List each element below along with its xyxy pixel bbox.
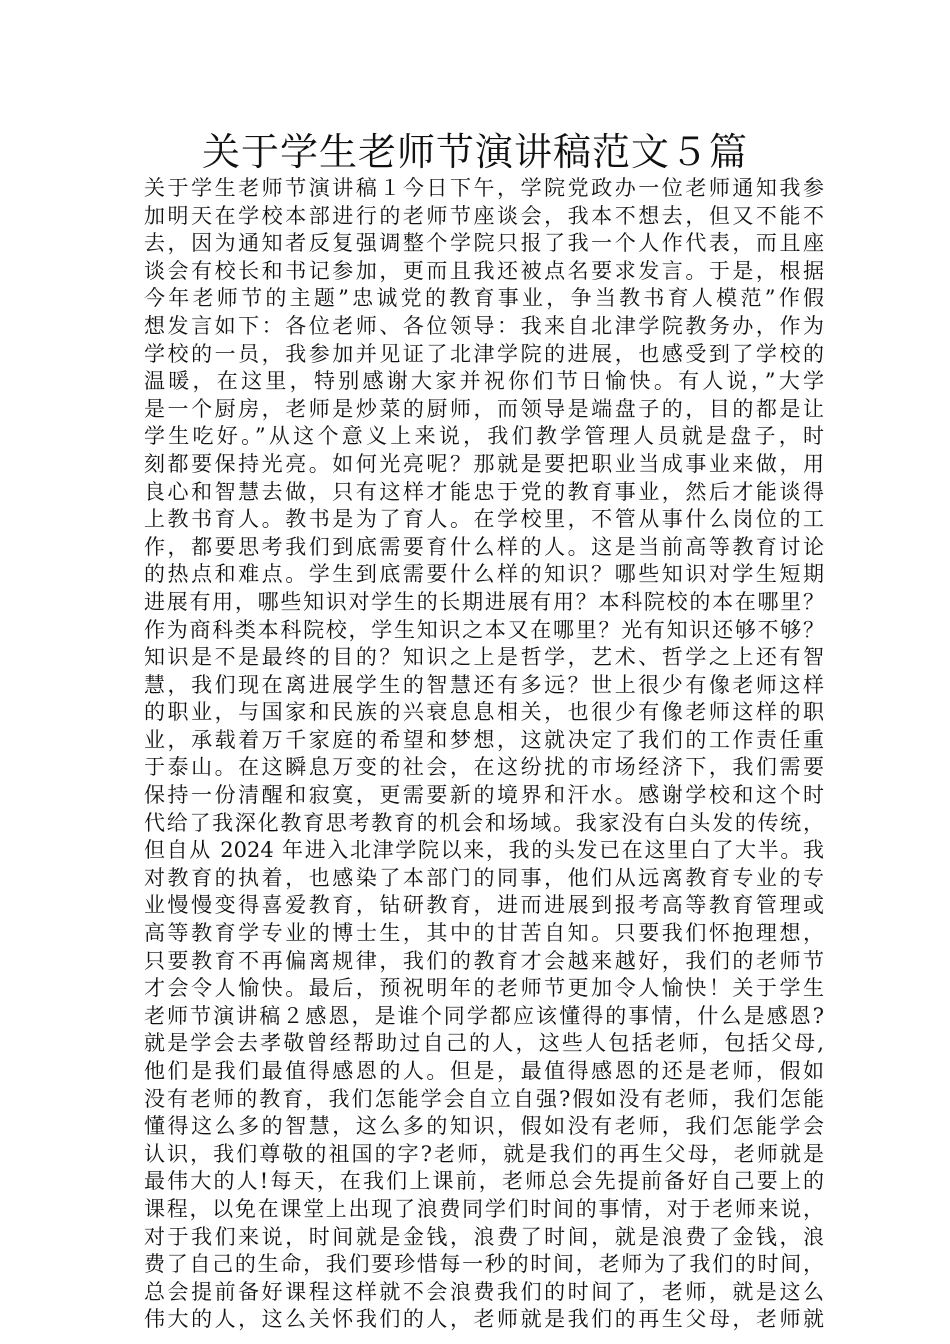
body-text-line: 对于我们来说，时间就是金钱，浪费了时间，就是浪费了金钱，浪 — [144, 1224, 824, 1249]
body-text-line: 进展有用，哪些知识对学生的长期进展有用？本科院校的本在哪里？ — [144, 589, 824, 614]
body-text-line: 良心和智慧去做，只有这样才能忠于党的教育事业，然后才能谈得 — [144, 479, 824, 504]
body-text-line: 作，都要思考我们到底需要育什么样的人。这是当前高等教育讨论 — [144, 534, 824, 559]
body-text-line: 懂得这么多的智慧，这么多的知识，假如没有老师，我们怎能学会 — [144, 1114, 824, 1139]
body-text-line: 伟大的人，这么关怀我们的人，老师就是我们的再生父母，老师就 — [144, 1307, 824, 1332]
body-text-line: 今年老师节的主题”忠诚党的教育事业，争当教书育人模范”作假 — [144, 286, 824, 311]
body-text-line: 没有老师的教育，我们怎能学会自立自强?假如没有老师，我们怎能 — [144, 1086, 824, 1111]
body-text-line: 认识，我们尊敬的祖国的字?老师，就是我们的再生父母，老师就是 — [144, 1141, 824, 1166]
body-text-line: 保持一份清醒和寂寞，更需要新的境界和汗水。感谢学校和这个时 — [144, 783, 824, 808]
body-text-line: 才会令人愉快。最后，预祝明年的老师节更加令人愉快！关于学生 — [144, 976, 824, 1001]
body-text-line: 上教书育人。教书是为了育人。在学校里，不管从事什么岗位的工 — [144, 507, 824, 532]
document-body — [144, 175, 824, 1334]
document-title: 关于学生老师节演讲稿范文５篇 — [201, 130, 748, 174]
body-text-line: 总会提前备好课程这样就不会浪费我们的时间了，老师，就是这么 — [144, 1279, 824, 1304]
body-text-line: 就是学会去孝敬曾经帮助过自己的人，这些人包括老师，包括父母, — [144, 1031, 824, 1056]
body-text-line: 谈会有校长和书记参加，更而且我还被点名要求发言。于是，根据 — [144, 258, 824, 283]
body-text-line: 作为商科类本科院校，学生知识之本又在哪里？光有知识还够不够？ — [144, 617, 824, 642]
body-text-line: 是一个厨房，老师是炒菜的厨师，而领导是端盘子的，目的都是让 — [144, 396, 824, 421]
body-text-line: 的职业，与国家和民族的兴衰息息相关，也很少有像老师这样的职 — [144, 700, 824, 725]
body-text-line: 知识是不是最终的目的？知识之上是哲学，艺术、哲学之上还有智 — [144, 645, 824, 670]
body-text-line: 学校的一员，我参加并见证了北津学院的进展，也感受到了学校的 — [144, 341, 824, 366]
body-text-line: 但自从 2024 年进入北津学院以来，我的头发已在这里白了大半。我 — [144, 838, 824, 863]
body-text-line: 关于学生老师节演讲稿１今日下午，学院党政办一位老师通知我参 — [144, 176, 824, 200]
body-text-line: 温暖，在这里，特别感谢大家并祝你们节日愉快。有人说，”大学 — [144, 369, 824, 394]
body-text-line: 高等教育学专业的博士生，其中的甘苦自知。只要我们怀抱理想， — [144, 921, 824, 946]
body-text-line: 只要教育不再偏离规律，我们的教育才会越来越好，我们的老师节 — [144, 948, 824, 973]
body-text-line: 于泰山。在这瞬息万变的社会，在这纷扰的市场经济下，我们需要 — [144, 755, 824, 780]
body-text-line: 费了自己的生命，我们要珍惜每一秒的时间，老师为了我们的时间， — [144, 1252, 824, 1277]
body-text-line: 最伟大的人!每天，在我们上课前，老师总会先提前备好自己要上的 — [144, 1169, 824, 1194]
body-text-line: 他们是我们最值得感恩的人。但是，最值得感恩的还是老师，假如 — [144, 1059, 824, 1083]
body-text-line: 业，承载着万千家庭的希望和梦想，这就决定了我们的工作责任重 — [144, 727, 824, 752]
body-text-line: 学生吃好。”从这个意义上来说，我们教学管理人员就是盘子，时 — [144, 424, 824, 449]
body-text-line: 课程，以免在课堂上出现了浪费同学们时间的事情，对于老师来说， — [144, 1196, 824, 1221]
body-text-line: 老师节演讲稿２感恩，是谁个同学都应该懂得的事情，什么是感恩? — [144, 1003, 824, 1028]
body-text-line: 刻都要保持光亮。如何光亮呢？那就是要把职业当成事业来做，用 — [144, 451, 824, 476]
body-text-line: 对教育的执着，也感染了本部门的同事，他们从远离教育专业的专 — [144, 865, 824, 890]
body-text-line: 代给了我深化教育思考教育的机会和场域。我家没有白头发的传统， — [144, 810, 824, 835]
body-text-line: 的热点和难点。学生到底需要什么样的知识？哪些知识对学生短期 — [144, 562, 824, 587]
body-text-line: 去，因为通知者反复强调整个学院只报了我一个人作代表，而且座 — [144, 231, 824, 256]
body-text-line: 慧，我们现在离进展学生的智慧还有多远？世上很少有像老师这样 — [144, 672, 824, 697]
body-text-line: 想发言如下：各位老师、各位领导：我来自北津学院教务办，作为 — [144, 313, 824, 338]
body-text-line: 业慢慢变得喜爱教育，钻研教育，进而进展到报考高等教育管理或 — [144, 893, 824, 918]
body-text-line: 加明天在学校本部进行的老师节座谈会，我本不想去，但又不能不 — [144, 203, 824, 228]
